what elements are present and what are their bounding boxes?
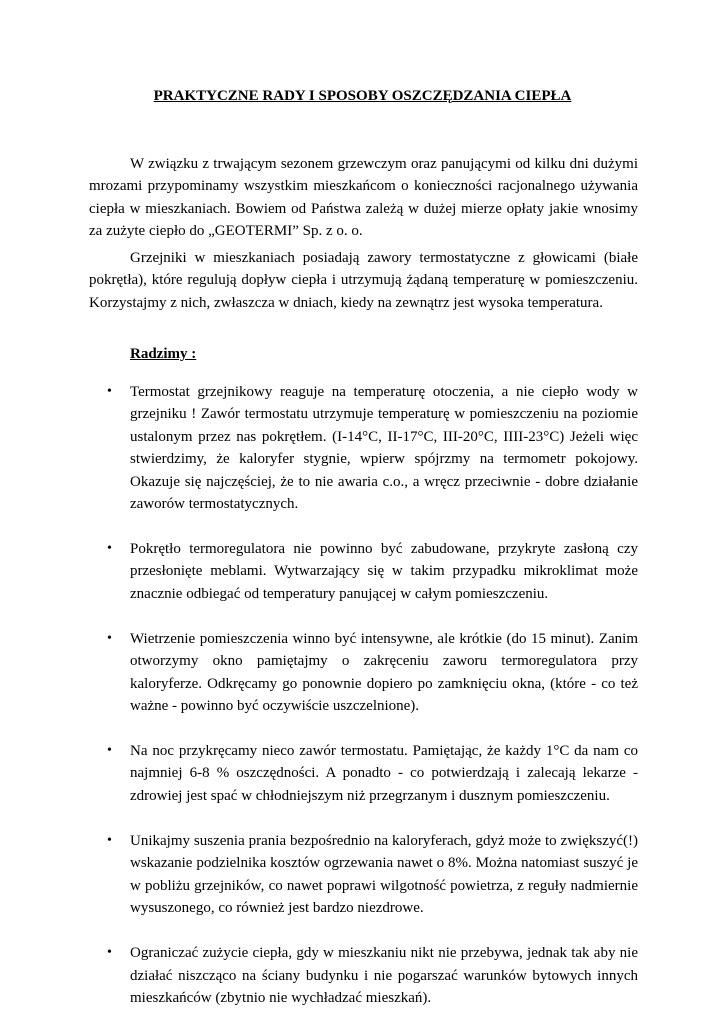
list-item [89, 628, 638, 718]
bullet-icon: • [107, 832, 112, 848]
list-item [89, 381, 638, 515]
paragraph-intro: W związku z trwającym sezonem grzewczym oraz panującymi od kilku dni dużymi mrozami przypominamy wszystkim mieszkańcom o konieczności racjonalnego używania ciepła w mieszkaniach. Bowiem od Państwa zależą w dużej mierze opłaty jakie wnosimy za zużyte ciepło do „GEOTERMI” Sp. z o. o. [89, 156, 638, 240]
bullet-icon: • [107, 945, 112, 961]
list-item-text: Pokrętło termoregulatora nie powinno być zabudowane, przykryte zasłoną czy przesłonięte meblami. Wytwarzający się w takim przypadku mikroklimat może znacznie odbiegać od temperatury panującej w całym pomieszczeniu. [130, 541, 638, 602]
list-item [89, 942, 638, 1009]
list-item [89, 538, 638, 605]
bullet-icon: • [107, 541, 112, 557]
list-item-text: Ograniczać zużycie ciepła, gdy w mieszkaniu nikt nie przebywa, jednak tak aby nie działać niszcząco na ściany budynku i nie pogarszać warunków bytowych innych mieszkańców (zbytnio nie wychładzać mieszkań). [130, 945, 638, 1006]
list-item [89, 740, 638, 807]
list-item-text: Termostat grzejnikowy reaguje na temperaturę otoczenia, a nie ciepło wody w grzejniku ! Zawór termostatu utrzymuje temperaturę w pomieszczeniu na poziomie ustalonym przez nas pokrętłem. (I-14°C, II-17°C, III-20°C, IIII-23°C) Jeżeli więc stwierdzimy, że kaloryfer stygnie, wpierw spójrzmy na termometr pokojowy. Okazuje się najczęściej, że to nie awaria c.o., a wręcz przeciwnie - dobre działanie zaworów termostatycznych. [130, 384, 638, 513]
paragraph-radiators: Grzejniki w mieszkaniach posiadają zawory termostatyczne z głowicami (białe pokrętła), które regulują dopływ ciepła i utrzymują żądaną temperaturę w pomieszczeniu. Korzystajmy z nich, zwłaszcza w dniach, kiedy na zewnątrz jest wysoka temperatura. [89, 250, 638, 311]
list-item [89, 830, 638, 920]
advice-list [89, 381, 638, 1032]
list-item-text: Unikajmy suszenia prania bezpośrednio na kaloryferach, gdyż może to zwiększyć(!) wskazanie podzielnika kosztów ogrzewania nawet o 8%. Można natomiast suszyć je w pobliżu grzejników, co nawet poprawi wilgotność powietrza, z reguły nadmiernie wysuszonego, co również jest bardzo niezdrowe. [130, 832, 638, 917]
bullet-icon: • [107, 384, 112, 399]
list-item-text: Wietrzenie pomieszczenia winno być intensywne, ale krótkie (do 15 minut). Zanim otworzymy okno pamiętajmy o zakręceniu zaworu termoregulatora przy kaloryferze. Odkręcamy go ponownie dopiero po zamknięciu okna, (które - co też ważne - powinno być oczywiście uszczelnione). [130, 630, 638, 715]
document-title: PRAKTYCZNE RADY I SPOSOBY OSZCZĘDZANIA CIEPŁA [153, 88, 572, 104]
bullet-icon: • [107, 630, 112, 646]
advice-heading: Radzimy : [130, 346, 197, 362]
bullet-icon: • [107, 743, 112, 759]
list-item-text: Na noc przykręcamy nieco zawór termostatu. Pamiętając, że każdy 1°C da nam co najmniej 6-8 % oszczędności. A ponadto - co potwierdzają i zalecają lekarze - zdrowiej jest spać w chłodniejszym niż przegrzanym i dusznym pomieszczeniu. [130, 743, 638, 804]
